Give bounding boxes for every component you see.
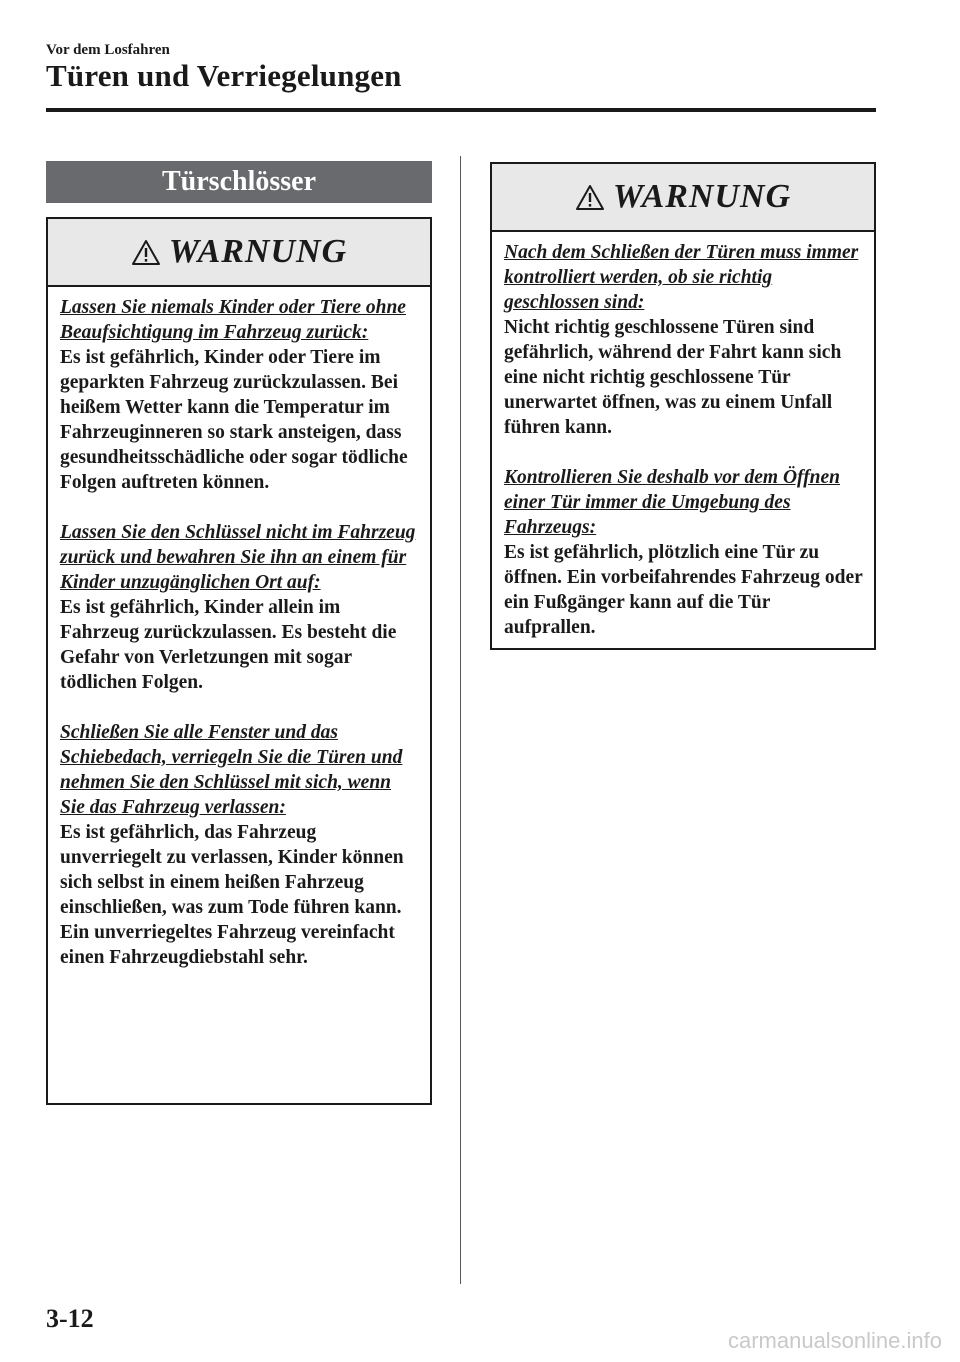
warning-item-text: Es ist gefährlich, das Fahrzeug unverriegelt zu verlassen, Kinder können sich selbst in einem heißen Fahrzeug einschließen, was zum Tode führen kann. Ein unverriegeltes Fahrzeug vereinfacht einen Fahrzeugdiebstahl sehr.: [60, 822, 404, 968]
warning-item-title: Lassen Sie niemals Kinder oder Tiere ohne Beaufsichtigung im Fahrzeug zurück:: [60, 297, 406, 343]
warning-header: [492, 164, 874, 232]
section-title: Türschlösser: [162, 166, 316, 197]
warning-body: [492, 232, 874, 640]
warning-item-text: Nicht richtig geschlossene Türen sind gefährlich, während der Fahrt kann sich eine nicht richtig geschlossene Tür unerwartet öffnen, was zu einem Unfall führen kann.: [504, 317, 842, 438]
warning-box-right: [490, 162, 876, 650]
warning-item: [504, 240, 864, 440]
warning-box-left: [46, 217, 432, 1105]
warning-header: [48, 219, 430, 287]
chapter-label: Vor dem Losfahren: [46, 42, 170, 58]
warning-item: [60, 295, 420, 495]
section-title-bar: [46, 161, 432, 203]
warning-title: WARNUNG: [612, 178, 792, 215]
title-rule: [46, 108, 876, 112]
warning-item-title: Schließen Sie alle Fenster und das Schiebedach, verriegeln Sie die Türen und nehmen Sie den Schlüssel mit sich, wenn Sie das Fahrzeug verlassen:: [60, 722, 403, 818]
warning-body: [48, 287, 430, 970]
warning-item-text: Es ist gefährlich, Kinder allein im Fahrzeug zurückzulassen. Es besteht die Gefahr von Verletzungen mit sogar tödlichen Folgen.: [60, 597, 397, 693]
warning-item-text: Es ist gefährlich, Kinder oder Tiere im geparkten Fahrzeug zurückzulassen. Bei heißem Wetter kann die Temperatur im Fahrzeuginneren so stark ansteigen, dass gesundheitsschädliche oder sogar tödliche Folgen auftreten können.: [60, 347, 408, 493]
warning-item: [504, 465, 864, 640]
warning-item-title: Nach dem Schließen der Türen muss immer kontrolliert werden, ob sie richtig geschlossen sind:: [504, 242, 859, 313]
warning-triangle-icon: [575, 184, 605, 211]
warning-item: [60, 520, 420, 695]
warning-item-title: Kontrollieren Sie deshalb vor dem Öffnen einer Tür immer die Umgebung des Fahrzeugs:: [504, 467, 841, 538]
page-number: 3-12: [46, 1304, 94, 1333]
page-title: Türen und Verriegelungen: [46, 58, 402, 93]
warning-title: WARNUNG: [168, 233, 348, 270]
warning-triangle-icon: [131, 239, 161, 266]
warning-item-text: Es ist gefährlich, plötzlich eine Tür zu öffnen. Ein vorbeifahrendes Fahrzeug oder ein Fußgänger kann auf die Tür aufprallen.: [504, 542, 863, 638]
column-divider: [460, 156, 461, 1284]
watermark: carmanualsonline.info: [727, 1328, 942, 1353]
warning-item-title: Lassen Sie den Schlüssel nicht im Fahrzeug zurück und bewahren Sie ihn an einem für Kinder unzugänglichen Ort auf:: [60, 522, 416, 593]
warning-item: [60, 720, 420, 970]
